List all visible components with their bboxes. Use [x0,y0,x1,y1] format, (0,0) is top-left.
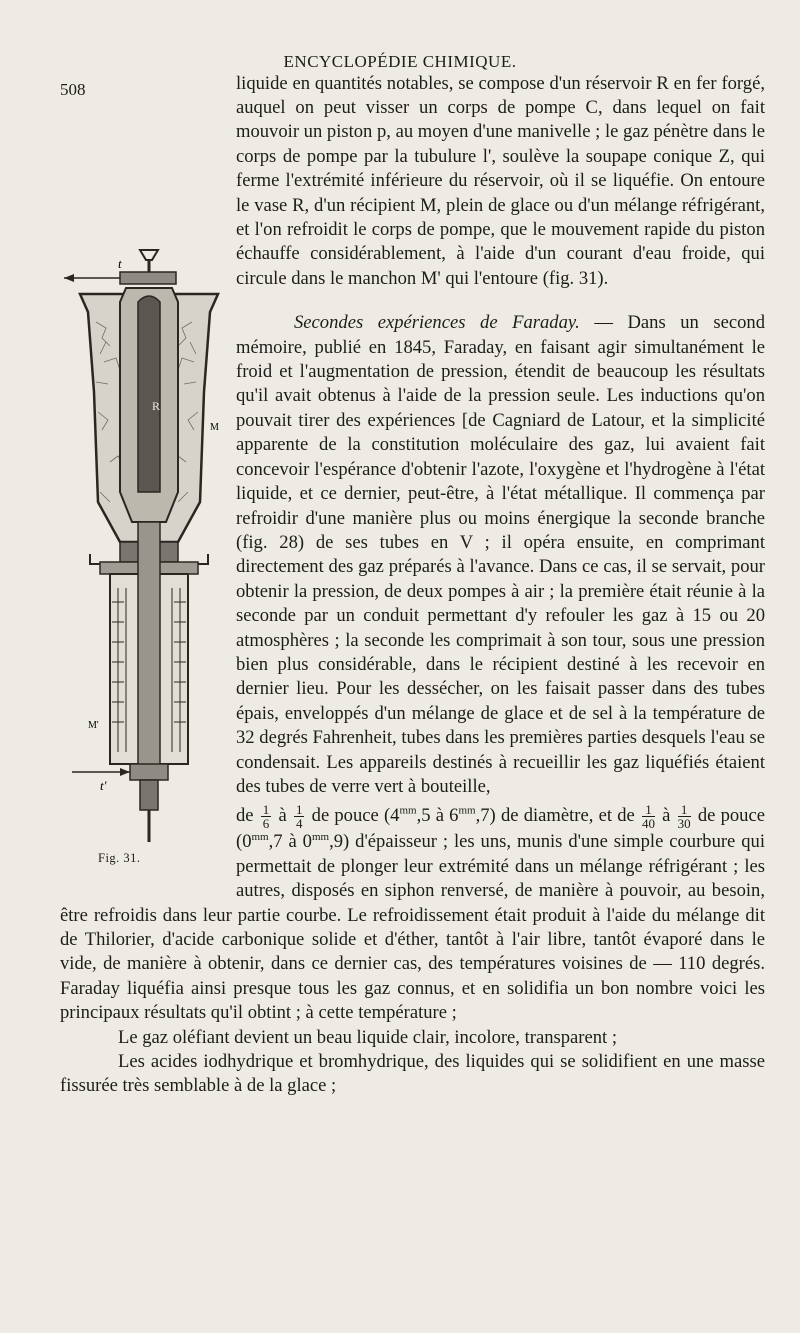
unit-mm: mm [251,831,269,844]
figure-caption: Fig. 31. [98,851,141,865]
label-M: M [210,422,219,433]
unit-mm: mm [458,804,476,817]
text-run: à [662,805,671,827]
section-title: Secondes expériences de Faraday. [294,312,580,334]
unit-mm: mm [399,804,417,817]
unit-mm: mm [311,831,330,844]
fraction-denominator: 4 [295,816,303,832]
fraction-denominator: 30 [677,816,691,832]
paragraph-acids: Les acides iodhydrique et bromhydrique, des liquides qui se solidifient en une masse fissurée très semblable à de la glace ; [60,1051,765,1097]
fraction-denominator: 40 [641,816,655,832]
fraction-1-4 [294,803,305,830]
fraction-1-30 [678,803,691,830]
fraction-numerator: 1 [642,803,655,817]
fraction-1-6 [261,803,272,830]
paragraph-olefiant: Le gaz oléfiant devient un beau liquide clair, incolore, transparent ; [118,1026,618,1048]
label-t-prime: t' [100,778,107,793]
text-run: de pouce (0 [236,805,765,853]
text-run: ,9) d'épaisseur ; les uns, munis d'une simple courbure qui permettait de plonger leur extrémité dans un mélange réfrigérant ; les autres, disposés en siphon renversé, de manière à pouvoir, au besoin, être refroidis dans leur partie courbe. Le refroidissement était produit à l'aide du mélange dit de Thilorier, d'acide carbonique solide et d'éther, tantôt à l'air libre, tantôt évaporé dans le vide, de manière à obtenir, dans ce dernier cas, des températures voisines de — 110 degrés. Faraday liquéfia ainsi presque tous les gaz connus, et en solidifia un bon nombre voici les principaux résultats qu'il obtint ; à cette température ; [60,831,765,1024]
running-head: ENCYCLOPÉDIE CHIMIQUE. [283,52,517,71]
text-run: de pouce (4 [311,805,400,827]
label-R: R [152,399,161,413]
fraction-denominator: 6 [262,816,270,832]
figure-31 [60,242,228,896]
paragraph-faraday-text: — Dans un second mémoire, publié en 1845, Faraday, en faisant agir simultanément le froid et l'augmentation de pression, étendit de beaucoup les résultats qu'il avait obtenus à l'aide de la pression seule. Les inductions qu'on pouvait tirer des expériences [de Cagniard de Latour, et la simplicité apparente de la constitution moléculaire des gaz, lui avaient fait concevoir l'espérance d'obtenir l'azote, l'oxygène et l'hydrogène à l'état liquide, et ce dernier, peut-être, à l'état métallique. Il commença par refroidir d'une manière plus ou moins énergique la seconde branche (fig. 28) de ses tubes en V ; il opéra ensuite, en comprimant directement des gaz préparés à l'avance. Dans ce cas, il se servait, pour obtenir la pression, de deux pompes à air ; la première était réunie à la seconde par un conduit permettant d'y refouler les gaz à 15 ou 20 atmosphères ; la seconde les comprimait à son tour, sous une pression bien plus considérable, dans le récipient destiné à les recevoir en dernier lieu. Pour les dessécher, on les faisait passer dans des tubes épais, enveloppés d'un mélange de glace et de sel à la température de 32 degrés Fahrenheit, tubes dans les premières parties desquels l'eau se condensait. Les appareils destinés à recueillir les gaz liquéfiés étaient des tubes de verre vert à bouteille, [236,312,765,797]
page-number: 508 [60,80,86,99]
text-run: ,7) de diamètre, et de [475,805,635,827]
fraction-1-40 [642,803,655,830]
label-M-prime: M' [88,720,99,731]
text-run: de [236,805,254,827]
label-t: t [118,256,122,271]
text-run: ,7 à 0 [268,831,312,853]
paragraph-apparatus: liquide en quantités notables, se compose d'un réservoir R en fer forgé, auquel on peut visser un corps de pompe C, dans lequel on fait mouvoir un piston p, au moyen d'une manivelle ; le gaz pénètre dans le corps de pompe par la tubulure l', soulève la soupape conique Z, qui ferme l'extrémité inférieure du réservoir, où il se liquéfie. On entoure le vase R, d'un récipient M, plein de glace ou d'un mélange réfrigérant, et l'on refroidit le corps de pompe, que le mouvement rapide du piston échauffe considérablement, à l'aide d'un courant d'eau froide, qui circule dans le manchon M' qui l'entoure (fig. 31). [236,72,765,289]
text-run: ,5 à 6 [416,805,459,827]
fraction-numerator: 1 [262,802,270,818]
fraction-numerator: 1 [295,802,303,818]
fraction-numerator: 1 [678,803,691,817]
faraday-apparatus-illustration [60,242,228,872]
text-run: à [278,805,287,827]
